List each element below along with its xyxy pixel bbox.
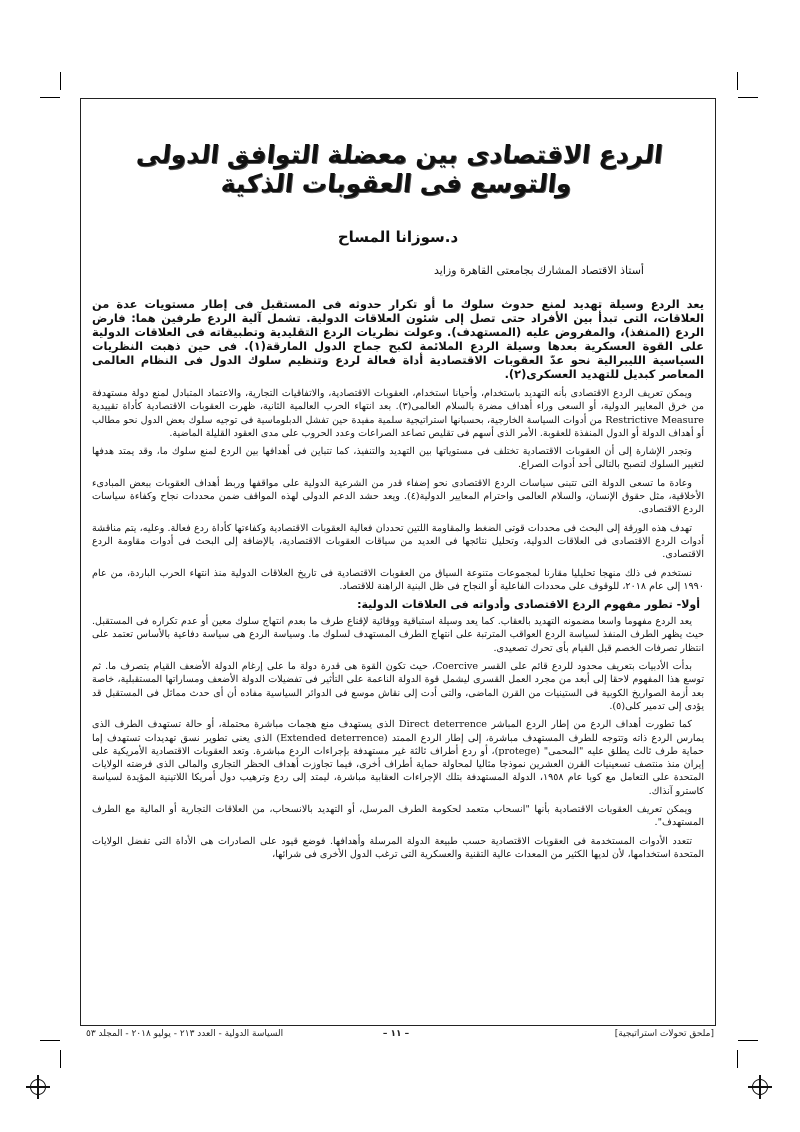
crop-mark <box>60 72 61 90</box>
body-paragraph: ويمكن تعريف الردع الاقتصادى بأنه التهديد باستخدام، وأحيانا استخدام، العقوبات الاقتصادية، والاتفاقيات التجارية، والاعتماد المتبادل لمنع دولة مستهدفة من خرق المعايير الدولية، أو السعى وراء أهداف مضرة بالسلام العالمى(٣). بعد انتهاء الحرب العالمية الثانية، ظهرت العقوبات الاقتصادية كأداة تقييدية Restrictive Measure من أدوات السياسة الخارجية، بحسبانها استراتيجية سلمية مفيدة حين تفشل الدبلوماسية فى توجيه سلوك بعض الدول نحو مطالب أو أهداف الدولة أو الدول المنفذة للعقوبة. الأمر الذى أسهم فى تقليص تصاعد الصراعات وعدد الحروب على مدى العقود القليلة الماضية. <box>92 388 704 439</box>
registration-mark-icon <box>30 1079 46 1095</box>
crop-mark <box>737 72 738 90</box>
abstract-paragraph: يعد الردع وسيلة تهديد لمنع حدوث سلوك ما أو تكرار حدوثه فى المستقبل فى إطار مستويات عدة من العلاقات، التى تبدأ بين الأفراد حتى تصل إلى شئون العلاقات الدولية. تشمل آلية الردع طرفين هما: فارض الردع (المنفذ)، والمفروض عليه (المستهدف). وعولت نظريات الردع التقليدية وتطبيقاته فى العلاقات الدولية على القوة العسكرية بعدها وسيلة الردع الملائمة لكبح جماح الدول المارقة(١). فى حين ذهبت النظريات السياسية الليبرالية نحو عدّ العقوبات الاقتصادية أداة فعالة لردع وتنظيم سلوك الدول فى النظام العالمى المعاصر كبديل للتهديد العسكرى(٢). <box>92 297 704 381</box>
article-title: الردع الاقتصادى بين معضلة التوافق الدولى والتوسع فى العقوبات الذكية <box>134 140 665 198</box>
body-paragraph: نستخدم فى ذلك منهجا تحليليا مقارنا لمجموعات متنوعة السياق من العقوبات الاقتصادية فى تاريخ العلاقات الدولية منذ انتهاء الحرب الباردة، من عام ١٩٩٠ إلى عام ٢٠١٨، للوقوف على محددات الفاعلية أو النجاح فى ظل البنية الراهنة للاقتصاد. <box>92 567 704 592</box>
body-paragraph: يعد الردع مفهوما واسعا مضمونه التهديد بالعقاب. كما يعد وسيلة استباقية ووقائية لإقناع طرف ما بعدم انتهاج سلوك معين أو عدم تكراره فى المستقبل. حيث يظهر الطرف المنفذ لسياسة الردع العواقب المترتبة على انتهاج الطرف المستهدف لسلوك ما. وسياسة الردع هى سياسة دفاعية بالأساس تعتمد على انتظار تصرفات الخصم قبل القيام بأى تحرك تصعيدى. <box>92 616 704 654</box>
footer-journal-info: السياسة الدولية - العدد ٢١٣ - يوليو ٢٠١٨ - المجلد ٥٣ <box>86 1029 284 1039</box>
body-paragraph: تهدف هذه الورقة إلى البحث فى محددات قوتى الضغط والمقاومة اللتين تحددان فعالية العقوبات الاقتصادية وكفاءتها كأداة ردع فعالة. وعليه، يتم مناقشة أدوات الردع الاقتصادى فى العلاقات الدولية، وتحليل نتائجها فى العديد من سياقات العقوبات الاقتصادية، بالإضافة إلى البحث فى أدوات مقاومة الردع الاقتصادى. <box>92 522 704 561</box>
body-paragraph: وعادة ما تسعى الدولة التى تتبنى سياسات الردع الاقتصادى نحو إضفاء قدر من الشرعية الدولية على مواقفها وربط أهداف العقوبات ببعض المبادىء الأخلاقية، مثل حقوق الإنسان، والسلام العالمى واحترام المعايير الدولية(٤). ويعد حشد الدعم الدولى لهذه المواقف ضمن محددات نجاح وكفاءة سياسات الردع الاقتصادى. <box>92 477 704 516</box>
crop-mark <box>60 1050 61 1068</box>
crop-mark <box>40 1040 60 1041</box>
body-paragraph: وتجدر الإشارة إلى أن العقوبات الاقتصادية تختلف فى مستوياتها بين التهديد والتنفيذ، كما تتباين فى أهدافها بين الردع لمنع سلوك ما، وقد يمتد هدفها لتغيير السلوك لتصبح بالتالى أحد أدوات الصراع. <box>92 446 704 471</box>
body-paragraph: كما تطورت أهداف الردع من إطار الردع المباشر Direct deterrence الذى يستهدف منع هجمات مباشرة محتملة، أو حالة تستهدف الطرف الذى يمارس الردع ذاته وتتوجه للطرف المستهدف مباشرة، إلى إطار الردع الممتد (Extended deterrence) الذى يعنى تطوير نسق تهديدات تستهدف إما حماية طرف ثالث يطلق عليه "المحمى" (protege)، أو ردع أطراف ثالثة غير مستهدفة بإجراءات الردع مباشرة. وتعد العقوبات الاقتصادية الأمريكية على إيران منذ منتصف تسعينيات القرن العشرين نموذجا مثاليا لمحاولة حماية أطراف أخرى، فيما تجاوزت أهداف الحظر التجارى والمالى الذى فرضته الولايات المتحدة على التعامل مع كوبا عام ١٩٥٨، الدولة المستهدفة بتلك الإجراءات العقابية مباشرة، ليمتد إلى ردع وترهيب دول أمريكا اللاتينية المؤيدة لسياسة كاسترو آنذاك. <box>92 719 704 797</box>
crop-mark <box>737 1050 738 1068</box>
crop-mark <box>738 97 758 98</box>
footer-supplement-label: [ملحق تحولات استراتيجية] <box>614 1029 714 1039</box>
page-number: – ١١ – <box>382 1029 410 1039</box>
registration-mark-icon <box>752 1079 768 1095</box>
body-paragraph: تتعدد الأدوات المستخدمة فى العقوبات الاقتصادية حسب طبيعة الدولة المرسلة وأهدافها. فوضع قيود على الصادرات هى الأداة التى تفضل الولايات المتحدة استخدامها، لأن لديها الكثير من المعدات عالية التقنية والعسكرية التى ترغب الدول الأخرى فى شرائها، <box>92 835 704 860</box>
author-name: د.سوزانا المساح <box>337 228 459 246</box>
crop-mark <box>738 1040 758 1041</box>
body-paragraph: ويمكن تعريف العقوبات الاقتصادية بأنها "انسحاب متعمد لحكومة الطرف المرسل، أو التهديد بالانسحاب، من العلاقات التجارية أو المالية مع الطرف المستهدف". <box>92 804 704 829</box>
body-paragraph: بدأت الأدبيات بتعريف محدود للردع قائم على القسر Coercive، حيث تكون القوة هى قدرة دولة ما على إرغام الدولة الأضعف القيام بتصرف ما. ثم توسع هذا المفهوم لاحقا إلى أبعد من مجرد العمل القسرى ليشمل قوة الدولة الناعمة على التأثير فى تفضيلات الدولة الأضعف ومساراتها المستقبلية، خاصة بعد أزمة الصواريخ الكوبية فى الستينيات من القرن الماضى، والتى أدت إلى نقاش موسع فى الدوائر السياسية مفاده أن أى حدث مماثل فى المستقبل قد يؤدى إلى تدمير كلى(٥). <box>92 661 704 712</box>
crop-mark <box>40 97 60 98</box>
author-affiliation: أستاذ الاقتصاد المشارك بجامعتى القاهرة وزايد <box>433 264 644 277</box>
section-heading: أولا- تطور مفهوم الردع الاقتصادى وأدواته فى العلاقات الدولية: <box>357 598 700 612</box>
page-footer <box>86 1025 714 1043</box>
article <box>92 140 704 866</box>
